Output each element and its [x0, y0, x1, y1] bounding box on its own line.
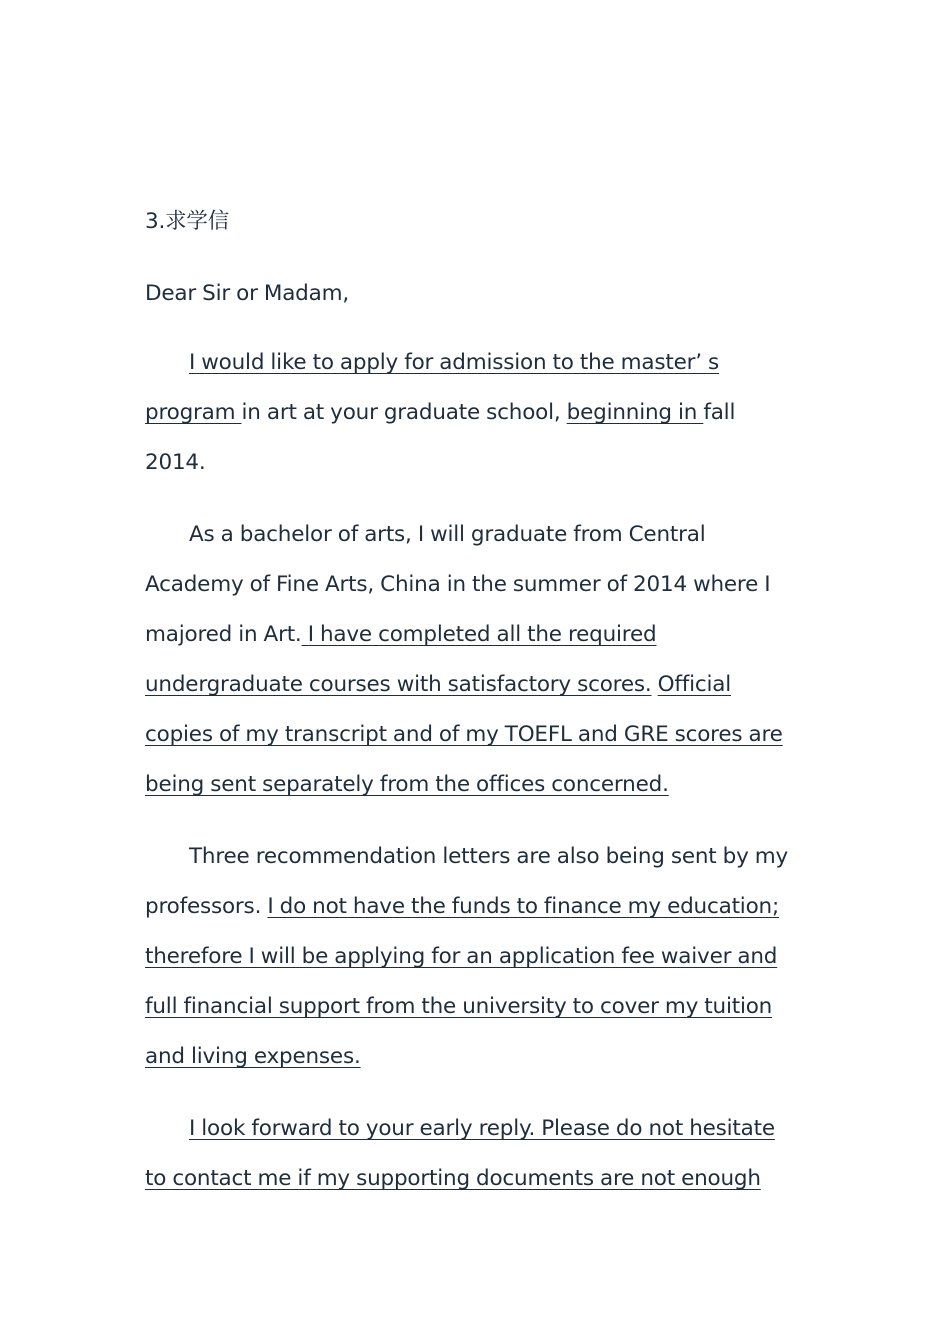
text-segment: As a bachelor of arts, I will graduate from Central Academy of Fine Arts, China in the summer of 2014 where I majored in Art.: [145, 522, 771, 647]
paragraph-1: [145, 338, 800, 488]
paragraph-3: [145, 832, 800, 1082]
text-segment: in art at your graduate school,: [241, 400, 567, 425]
salutation: Dear Sir or Madam,: [145, 281, 349, 306]
text-segment: fall 2014.: [145, 400, 736, 475]
document-heading: 3.求学信: [145, 209, 230, 234]
paragraph-2: [145, 510, 800, 810]
text-segment: I do not have the funds to finance my education; therefore I will be applying for an application fee waiver and full financial support from the university to cover my tuition and living expenses.: [145, 894, 780, 1069]
text-segment: Three recommendation letters are also being sent by my professors.: [145, 844, 789, 919]
text-segment: I would like to apply for admission to the master’ s program: [145, 350, 720, 425]
text-segment: beginning in: [566, 400, 704, 425]
text-segment: I look forward to your early reply. Please do not hesitate to contact me if my supporting documents are not enough: [145, 1116, 775, 1191]
text-segment: Official copies of my transcript and of my TOEFL and GRE scores are being sent separately from the offices concerned.: [145, 672, 783, 797]
paragraph-4: [145, 1104, 800, 1204]
letter-body: [145, 200, 800, 1226]
text-segment: I have completed all the required undergraduate courses with satisfactory scores.: [145, 622, 657, 697]
